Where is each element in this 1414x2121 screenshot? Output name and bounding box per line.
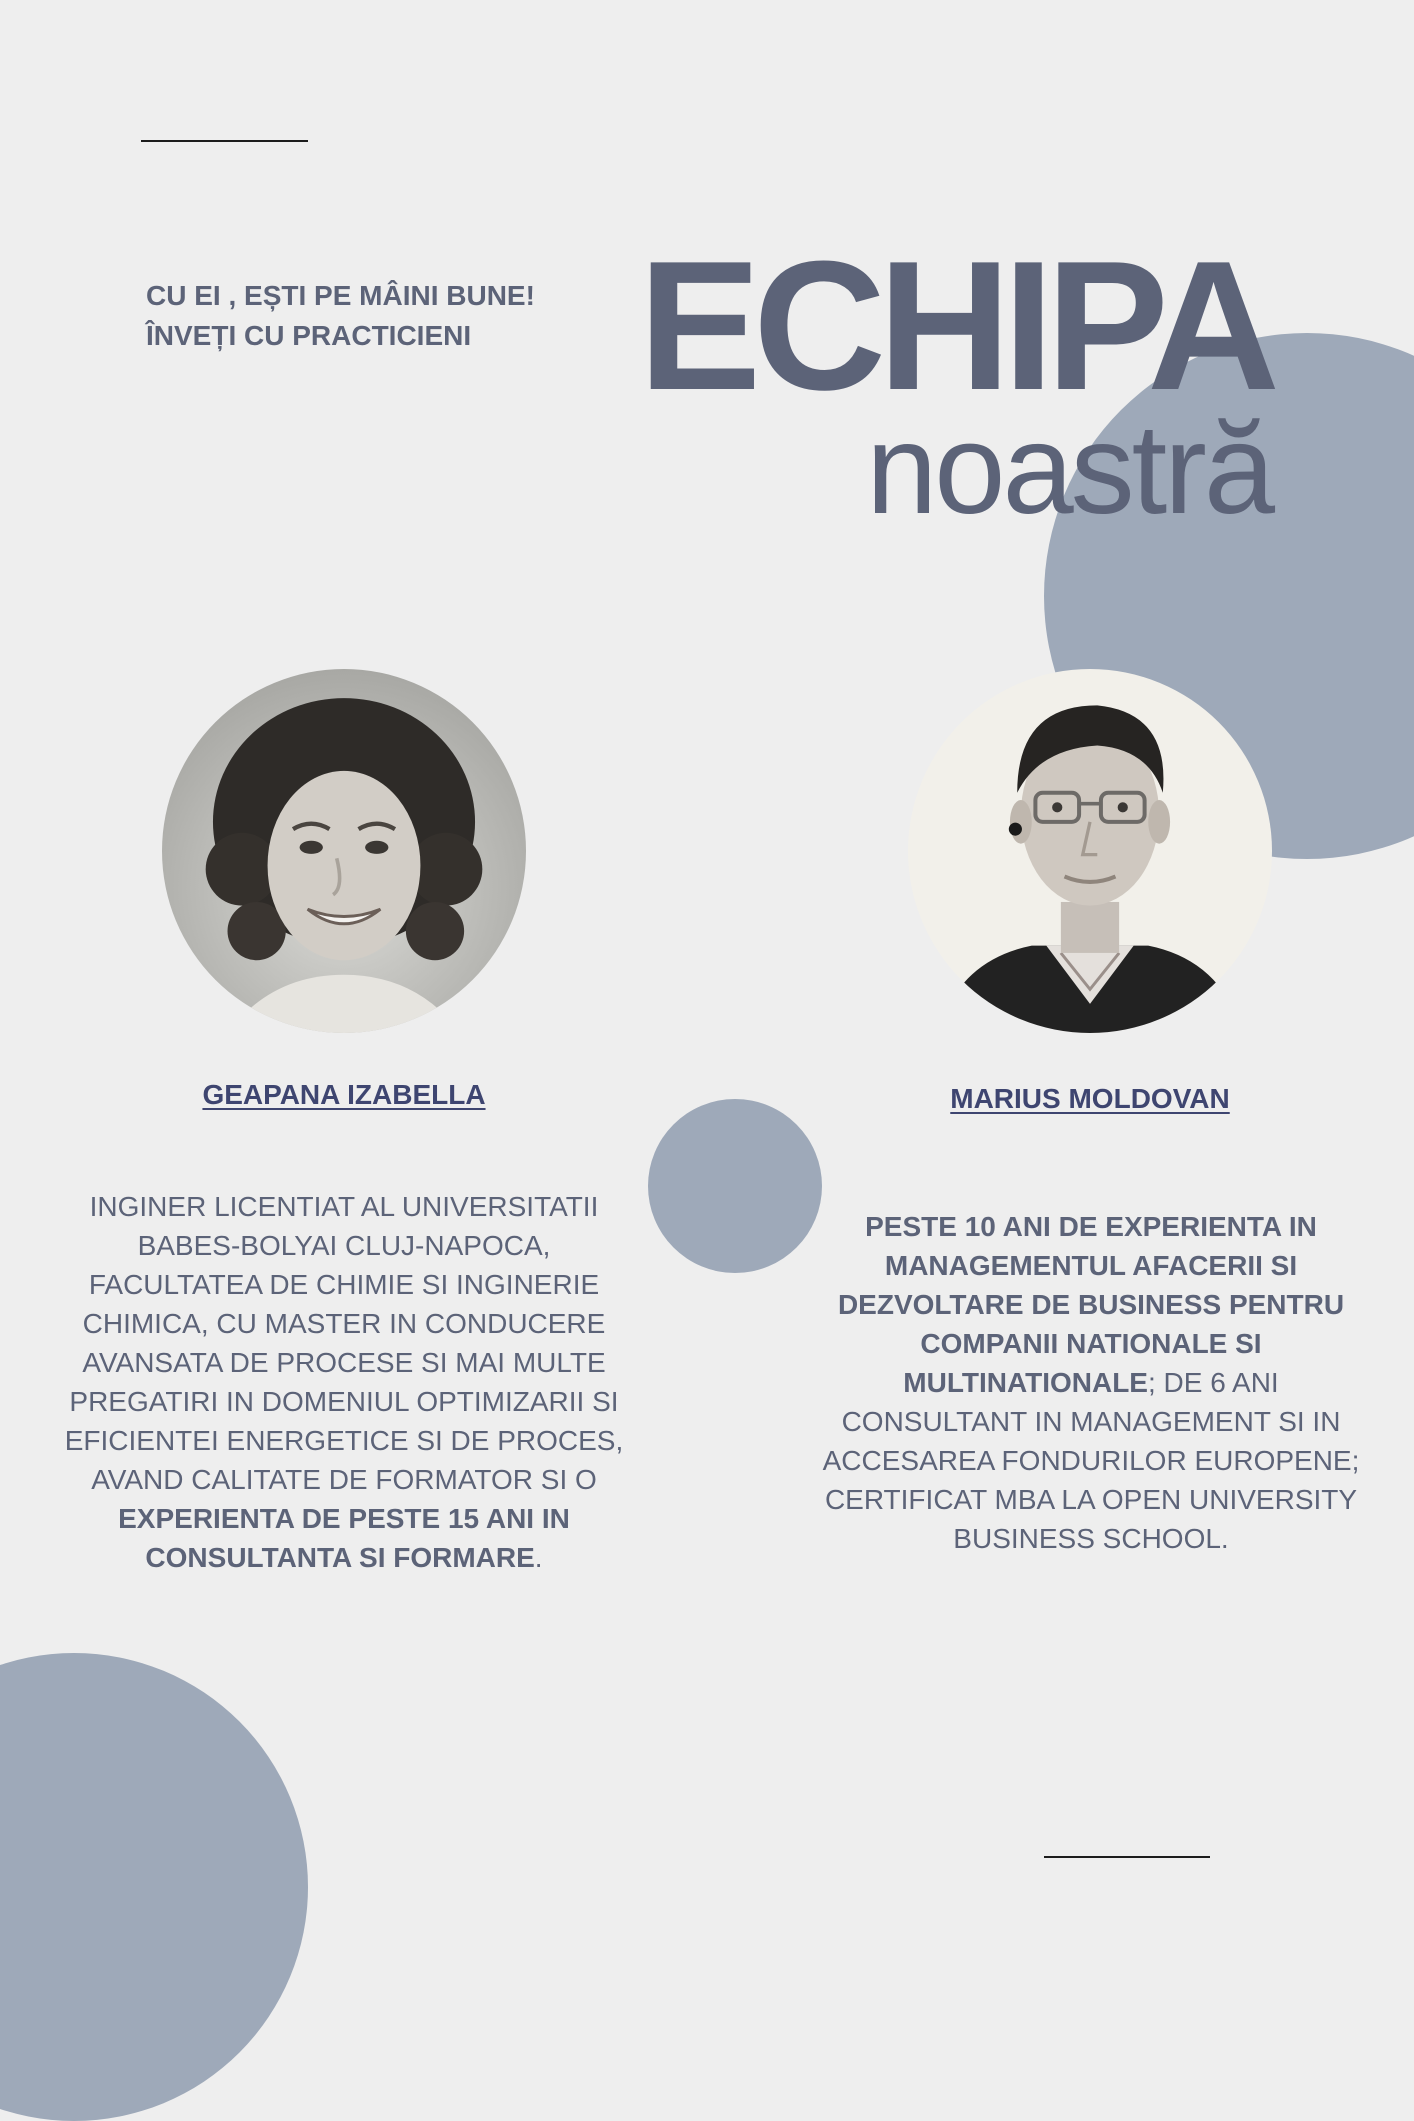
member-bio-marius: [818, 1207, 1364, 1558]
member-bio-izabella: [62, 1187, 626, 1577]
tagline: [146, 276, 666, 356]
man-portrait-icon: [908, 669, 1272, 1033]
tagline-line-2: ÎNVEȚI CU PRACTICIENI: [146, 320, 472, 351]
page-subtitle: noastră: [866, 398, 1272, 541]
bio-regular-text: INGINER LICENTIAT AL UNIVERSITATII BABES-BOLYAI CLUJ-NAPOCA, FACULTATEA DE CHIMIE SI INGINERIE CHIMICA, CU MASTER IN CONDUCERE AVANSATA DE PROCESE SI MAI MULTE PREGATIRI IN DOMENIUL OPTIMIZARII SI EFICIENTEI ENERGETICE SI DE PROCES, AVAND CALITATE DE FORMATOR SI O: [64, 1191, 624, 1495]
bio-regular-text: ; DE 6 ANI CONSULTANT IN MANAGEMENT SI IN ACCESAREA FONDURILOR EUROPENE; CERTIFICAT MBA LA OPEN UNIVERSITY BUSINESS SCHOOL.: [822, 1367, 1360, 1554]
divider-top: [141, 140, 308, 142]
page-title: ECHIPA: [638, 222, 1272, 428]
bio-end-text: .: [534, 1542, 543, 1573]
tagline-line-1: CU EI , EȘTI PE MÂINI BUNE!: [146, 280, 535, 311]
bio-bold-text: PESTE 10 ANI DE EXPERIENTA IN MANAGEMENTUL AFACERII SI DEZVOLTARE DE BUSINESS PENTRU COMPANII NATIONALE SI MULTINATIONALE: [837, 1211, 1345, 1398]
decorative-circle-bottom: [0, 1653, 308, 2121]
decorative-circle-small: [648, 1099, 822, 1273]
member-name-izabella: GEAPANA IZABELLA: [202, 1079, 486, 1110]
bio-bold-text: EXPERIENTA DE PESTE 15 ANI IN CONSULTANTA SI FORMARE: [118, 1503, 570, 1573]
member-photo-izabella: [162, 669, 526, 1033]
member-name-marius: MARIUS MOLDOVAN: [950, 1083, 1230, 1114]
woman-portrait-icon: [162, 669, 526, 1033]
member-photo-marius: [908, 669, 1272, 1033]
divider-bottom: [1044, 1856, 1210, 1858]
